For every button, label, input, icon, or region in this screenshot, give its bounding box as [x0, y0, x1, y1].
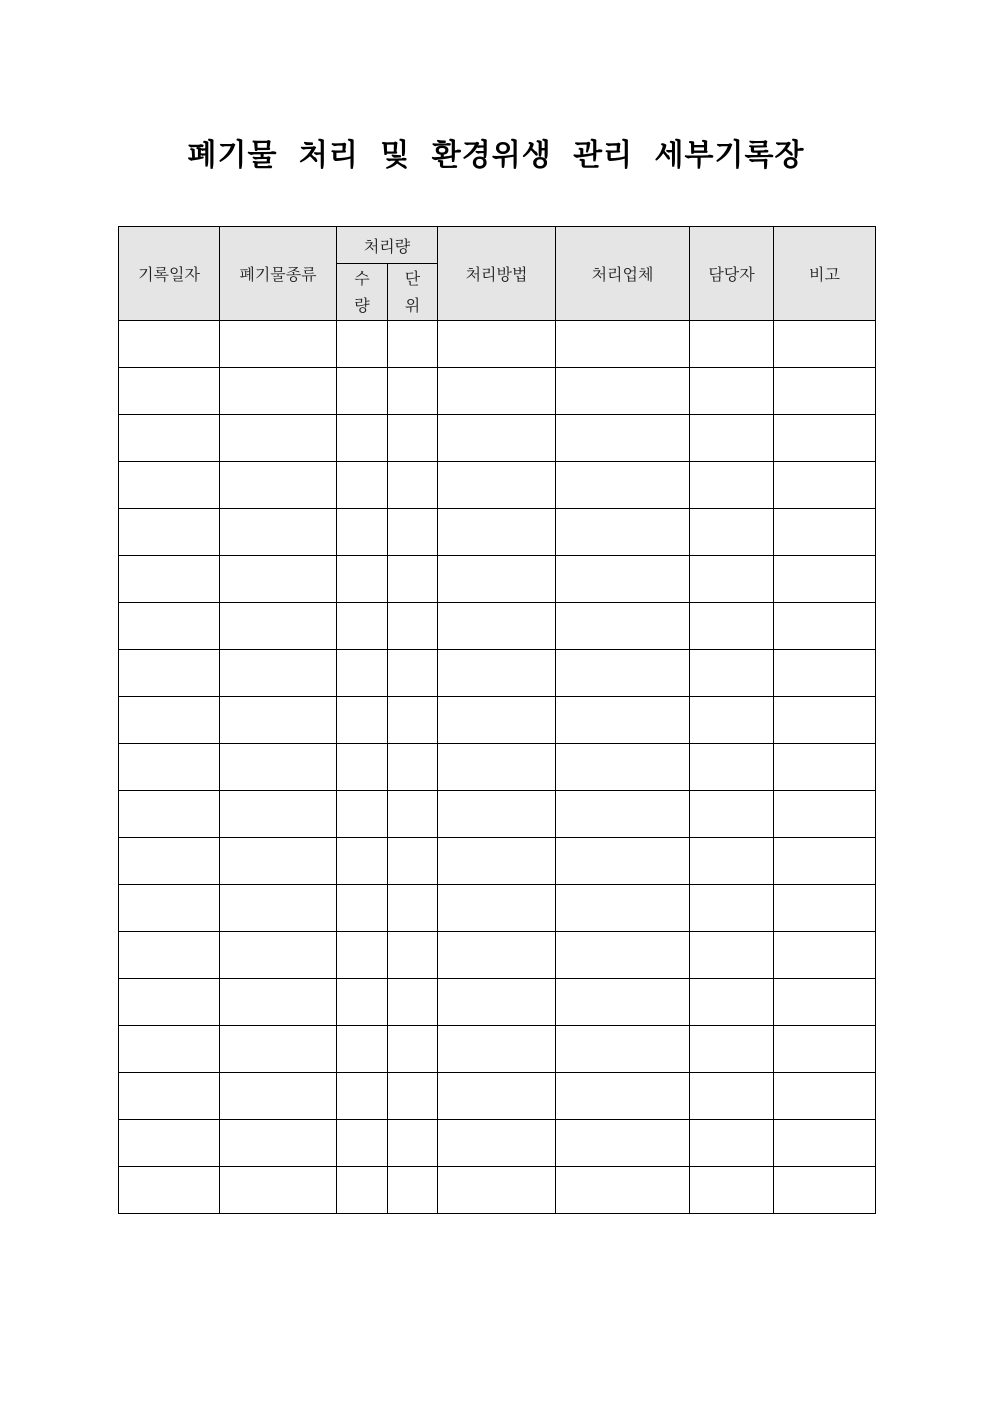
cell-method[interactable]: [438, 509, 556, 556]
cell-quantity[interactable]: [337, 885, 388, 932]
cell-quantity[interactable]: [337, 791, 388, 838]
cell-quantity[interactable]: [337, 368, 388, 415]
cell-quantity[interactable]: [337, 838, 388, 885]
cell-quantity[interactable]: [337, 415, 388, 462]
cell-unit[interactable]: [388, 650, 438, 697]
cell-waste-type[interactable]: [220, 368, 337, 415]
header-quantity-line1: 수: [354, 269, 370, 288]
cell-quantity[interactable]: [337, 603, 388, 650]
table-row: [119, 321, 876, 368]
waste-record-table: [118, 226, 876, 1214]
cell-remarks[interactable]: [774, 509, 876, 556]
cell-date[interactable]: [119, 321, 220, 368]
cell-company[interactable]: [556, 1120, 690, 1167]
table-row: [119, 932, 876, 979]
cell-quantity[interactable]: [337, 744, 388, 791]
cell-remarks[interactable]: [774, 838, 876, 885]
cell-waste-type[interactable]: [220, 462, 337, 509]
cell-unit[interactable]: [388, 1167, 438, 1214]
cell-method[interactable]: [438, 885, 556, 932]
cell-unit[interactable]: [388, 321, 438, 368]
cell-unit[interactable]: [388, 509, 438, 556]
cell-remarks[interactable]: [774, 368, 876, 415]
table-row: [119, 556, 876, 603]
cell-company[interactable]: [556, 1026, 690, 1073]
cell-method[interactable]: [438, 603, 556, 650]
cell-unit[interactable]: [388, 462, 438, 509]
cell-remarks[interactable]: [774, 603, 876, 650]
cell-remarks[interactable]: [774, 932, 876, 979]
cell-remarks[interactable]: [774, 415, 876, 462]
cell-remarks[interactable]: [774, 1073, 876, 1120]
header-unit-line2: 위: [404, 296, 421, 315]
cell-date[interactable]: [119, 650, 220, 697]
table-row: [119, 791, 876, 838]
cell-remarks[interactable]: [774, 1167, 876, 1214]
cell-date[interactable]: [119, 744, 220, 791]
cell-date[interactable]: [119, 603, 220, 650]
table-row: [119, 744, 876, 791]
cell-manager[interactable]: [690, 1120, 774, 1167]
cell-company[interactable]: [556, 509, 690, 556]
cell-method[interactable]: [438, 744, 556, 791]
cell-unit[interactable]: [388, 1120, 438, 1167]
table-row: [119, 697, 876, 744]
cell-company[interactable]: [556, 744, 690, 791]
cell-method[interactable]: [438, 1167, 556, 1214]
cell-method[interactable]: [438, 415, 556, 462]
cell-unit[interactable]: [388, 1073, 438, 1120]
cell-unit[interactable]: [388, 556, 438, 603]
cell-quantity[interactable]: [337, 509, 388, 556]
cell-unit[interactable]: [388, 791, 438, 838]
cell-date[interactable]: [119, 697, 220, 744]
cell-date[interactable]: [119, 1026, 220, 1073]
table-row: [119, 415, 876, 462]
cell-unit[interactable]: [388, 603, 438, 650]
cell-method[interactable]: [438, 368, 556, 415]
cell-quantity[interactable]: [337, 1026, 388, 1073]
table-row: [119, 368, 876, 415]
cell-method[interactable]: [438, 979, 556, 1026]
cell-date[interactable]: [119, 885, 220, 932]
header-processing-method: 처리방법: [438, 227, 556, 321]
table-row: [119, 838, 876, 885]
cell-manager[interactable]: [690, 321, 774, 368]
cell-method[interactable]: [438, 1026, 556, 1073]
cell-date[interactable]: [119, 932, 220, 979]
table-row: [119, 1073, 876, 1120]
table-row: [119, 1120, 876, 1167]
cell-company[interactable]: [556, 368, 690, 415]
header-processing-company: 처리업체: [556, 227, 690, 321]
cell-quantity[interactable]: [337, 1073, 388, 1120]
cell-date[interactable]: [119, 462, 220, 509]
header-quantity: [337, 264, 388, 321]
cell-unit[interactable]: [388, 697, 438, 744]
cell-date[interactable]: [119, 979, 220, 1026]
cell-unit[interactable]: [388, 1026, 438, 1073]
cell-method[interactable]: [438, 1073, 556, 1120]
table-row: [119, 1167, 876, 1214]
cell-method[interactable]: [438, 556, 556, 603]
header-waste-type: 폐기물종류: [220, 227, 337, 321]
cell-waste-type[interactable]: [220, 1120, 337, 1167]
cell-waste-type[interactable]: [220, 838, 337, 885]
cell-quantity[interactable]: [337, 697, 388, 744]
cell-quantity[interactable]: [337, 462, 388, 509]
cell-date[interactable]: [119, 1167, 220, 1214]
cell-waste-type[interactable]: [220, 603, 337, 650]
cell-remarks[interactable]: [774, 321, 876, 368]
cell-manager[interactable]: [690, 556, 774, 603]
cell-company[interactable]: [556, 650, 690, 697]
cell-remarks[interactable]: [774, 885, 876, 932]
cell-company[interactable]: [556, 603, 690, 650]
cell-method[interactable]: [438, 791, 556, 838]
table-row: [119, 885, 876, 932]
cell-manager[interactable]: [690, 462, 774, 509]
cell-remarks[interactable]: [774, 462, 876, 509]
cell-manager[interactable]: [690, 509, 774, 556]
cell-date[interactable]: [119, 1073, 220, 1120]
cell-waste-type[interactable]: [220, 415, 337, 462]
cell-remarks[interactable]: [774, 791, 876, 838]
header-record-date: 기록일자: [119, 227, 220, 321]
cell-date[interactable]: [119, 368, 220, 415]
table-row: [119, 650, 876, 697]
cell-remarks[interactable]: [774, 744, 876, 791]
cell-waste-type[interactable]: [220, 979, 337, 1026]
cell-manager[interactable]: [690, 979, 774, 1026]
page-title: 폐기물 처리 및 환경위생 관리 세부기록장: [187, 138, 805, 173]
cell-waste-type[interactable]: [220, 932, 337, 979]
cell-remarks[interactable]: [774, 556, 876, 603]
header-quantity-line2: 량: [354, 296, 370, 315]
cell-method[interactable]: [438, 932, 556, 979]
cell-unit[interactable]: [388, 932, 438, 979]
cell-waste-type[interactable]: [220, 1026, 337, 1073]
cell-manager[interactable]: [690, 603, 774, 650]
cell-date[interactable]: [119, 791, 220, 838]
cell-unit[interactable]: [388, 885, 438, 932]
cell-date[interactable]: [119, 509, 220, 556]
cell-manager[interactable]: [690, 1026, 774, 1073]
cell-remarks[interactable]: [774, 1120, 876, 1167]
cell-waste-type[interactable]: [220, 321, 337, 368]
cell-quantity[interactable]: [337, 650, 388, 697]
cell-method[interactable]: [438, 650, 556, 697]
cell-company[interactable]: [556, 1167, 690, 1214]
cell-manager[interactable]: [690, 415, 774, 462]
cell-waste-type[interactable]: [220, 885, 337, 932]
cell-date[interactable]: [119, 1120, 220, 1167]
cell-unit[interactable]: [388, 744, 438, 791]
header-manager: 담당자: [690, 227, 774, 321]
table-row: [119, 603, 876, 650]
cell-unit[interactable]: [388, 415, 438, 462]
cell-waste-type[interactable]: [220, 556, 337, 603]
table-row: [119, 1026, 876, 1073]
header-unit: [388, 264, 438, 321]
cell-waste-type[interactable]: [220, 1073, 337, 1120]
cell-quantity[interactable]: [337, 979, 388, 1026]
header-remarks: 비고: [774, 227, 876, 321]
cell-remarks[interactable]: [774, 650, 876, 697]
cell-waste-type[interactable]: [220, 1167, 337, 1214]
cell-quantity[interactable]: [337, 1167, 388, 1214]
cell-method[interactable]: [438, 462, 556, 509]
cell-manager[interactable]: [690, 791, 774, 838]
cell-waste-type[interactable]: [220, 509, 337, 556]
cell-company[interactable]: [556, 556, 690, 603]
cell-company[interactable]: [556, 321, 690, 368]
cell-company[interactable]: [556, 697, 690, 744]
table-row: [119, 462, 876, 509]
cell-company[interactable]: [556, 462, 690, 509]
cell-manager[interactable]: [690, 932, 774, 979]
cell-waste-type[interactable]: [220, 744, 337, 791]
cell-company[interactable]: [556, 791, 690, 838]
cell-method[interactable]: [438, 1120, 556, 1167]
cell-company[interactable]: [556, 885, 690, 932]
cell-method[interactable]: [438, 838, 556, 885]
cell-manager[interactable]: [690, 697, 774, 744]
cell-manager[interactable]: [690, 1073, 774, 1120]
cell-method[interactable]: [438, 697, 556, 744]
cell-date[interactable]: [119, 838, 220, 885]
cell-company[interactable]: [556, 932, 690, 979]
cell-remarks[interactable]: [774, 979, 876, 1026]
table-row: [119, 979, 876, 1026]
cell-date[interactable]: [119, 556, 220, 603]
table-row: [119, 509, 876, 556]
cell-manager[interactable]: [690, 744, 774, 791]
cell-company[interactable]: [556, 838, 690, 885]
cell-remarks[interactable]: [774, 697, 876, 744]
cell-waste-type[interactable]: [220, 650, 337, 697]
cell-company[interactable]: [556, 979, 690, 1026]
cell-method[interactable]: [438, 321, 556, 368]
cell-manager[interactable]: [690, 368, 774, 415]
cell-company[interactable]: [556, 415, 690, 462]
record-rows: [119, 321, 876, 1214]
cell-unit[interactable]: [388, 838, 438, 885]
cell-company[interactable]: [556, 1073, 690, 1120]
cell-quantity[interactable]: [337, 321, 388, 368]
cell-unit[interactable]: [388, 979, 438, 1026]
cell-manager[interactable]: [690, 1167, 774, 1214]
cell-waste-type[interactable]: [220, 697, 337, 744]
cell-remarks[interactable]: [774, 1026, 876, 1073]
cell-quantity[interactable]: [337, 932, 388, 979]
cell-manager[interactable]: [690, 650, 774, 697]
cell-waste-type[interactable]: [220, 791, 337, 838]
cell-unit[interactable]: [388, 368, 438, 415]
cell-manager[interactable]: [690, 885, 774, 932]
cell-manager[interactable]: [690, 838, 774, 885]
cell-quantity[interactable]: [337, 1120, 388, 1167]
header-unit-line1: 단: [404, 269, 421, 288]
cell-date[interactable]: [119, 415, 220, 462]
cell-quantity[interactable]: [337, 556, 388, 603]
header-processed-amount: 처리량: [337, 227, 438, 264]
